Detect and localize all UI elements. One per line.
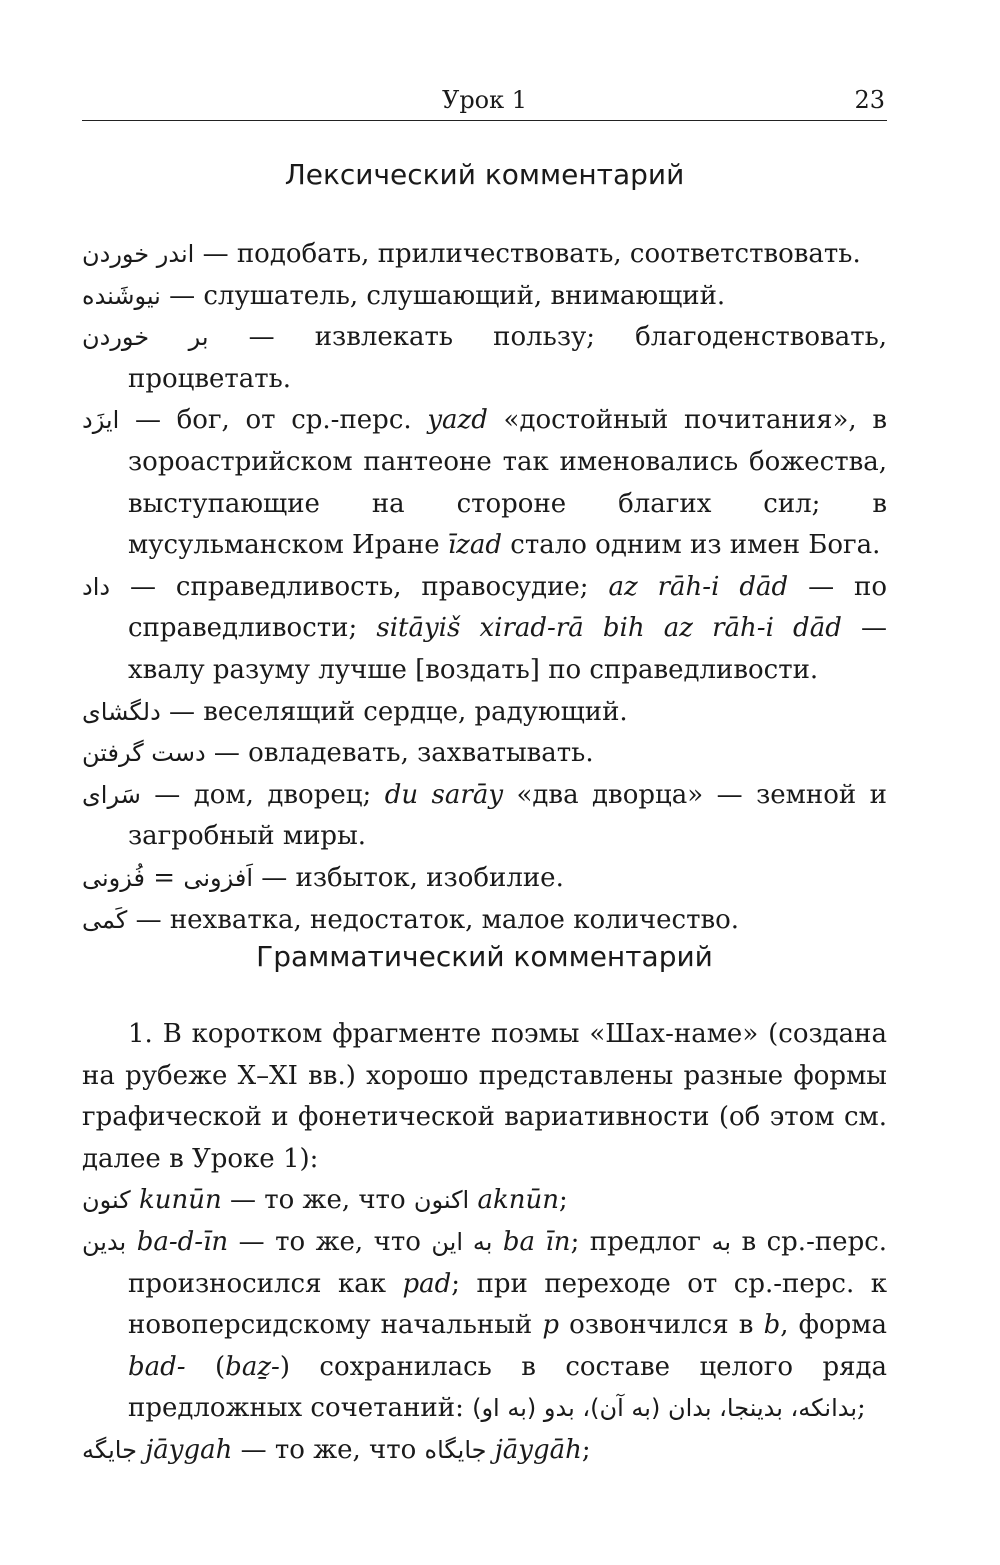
- grammar-example: کنون kunūn — то же, что اکنون aknūn;: [82, 1185, 568, 1216]
- lexical-entry: اندر خوردن — подобать, приличествовать, соответствовать.: [82, 239, 861, 269]
- grammar-example: جایگه jāygah — то же, что جایگاه jāygāh;: [82, 1434, 591, 1465]
- page-number: 23: [854, 86, 885, 114]
- lexical-entries: [82, 234, 887, 941]
- lexical-entry: داد — справедливость, правосудие; az rāh-i dād — по справедливости; sitāyiš xirad-rā bih az rāh-i dād — хвалу разуму лучше [воздать] по справедливости.: [82, 571, 887, 685]
- lexical-entry: ایزَد — бог, от ср.-перс. yazd «достойный почитания», в зороастрийском пантеоне так именовались божества, выступающие на стороне благих сил; в мусульманском Иране īzad стало одним из имен Бога.: [82, 405, 887, 561]
- running-head-title: Урок 1: [441, 86, 528, 114]
- grammar-example: بدین ba-d-īn — то же, что به این ba īn; предлог به в ср.-перс. произносился как pad; при переходе от ср.-перс. к новоперсидскому начальный p озвончился в b, форма bad- (baẕ-) сохранилась в составе целого ряда предложных сочетаний: بدانکه، بدینجا، بدان (به آن)، بدو (به او);: [82, 1226, 888, 1424]
- lexical-entry: دلگشای — веселящий сердце, радующий.: [82, 696, 628, 727]
- grammar-body: [82, 1014, 887, 1472]
- grammar-section-title: Грамматический комментарий: [256, 940, 713, 973]
- lexical-entry: نیوشَنده — слушатель, слушающий, внимающий.: [82, 280, 726, 311]
- lexical-entry: سَرای — дом, дворец; du sarāy «два дворца» — земной и загробный миры.: [82, 779, 887, 852]
- lexical-entry: فُزونی = اَفزونی — избыток, изобилие.: [82, 862, 564, 893]
- lexical-entry: دست گرفتن — овладевать, захватывать.: [82, 738, 594, 769]
- lexical-entry: کَمی — нехватка, недостаток, малое количество.: [82, 904, 740, 935]
- grammar-paragraph: 1. В коротком фрагменте поэмы «Шах-наме» (создана на рубеже X–XI вв.) хорошо представлены разные формы графической и фонетической вариативности (об этом см. далее в Уроке 1):: [82, 1019, 887, 1174]
- running-head: [82, 80, 887, 121]
- lexical-entry: بر خوردن — извлекать пользу; благоденствовать, процветать.: [82, 322, 887, 394]
- lexical-section-title: Лексический комментарий: [284, 158, 685, 191]
